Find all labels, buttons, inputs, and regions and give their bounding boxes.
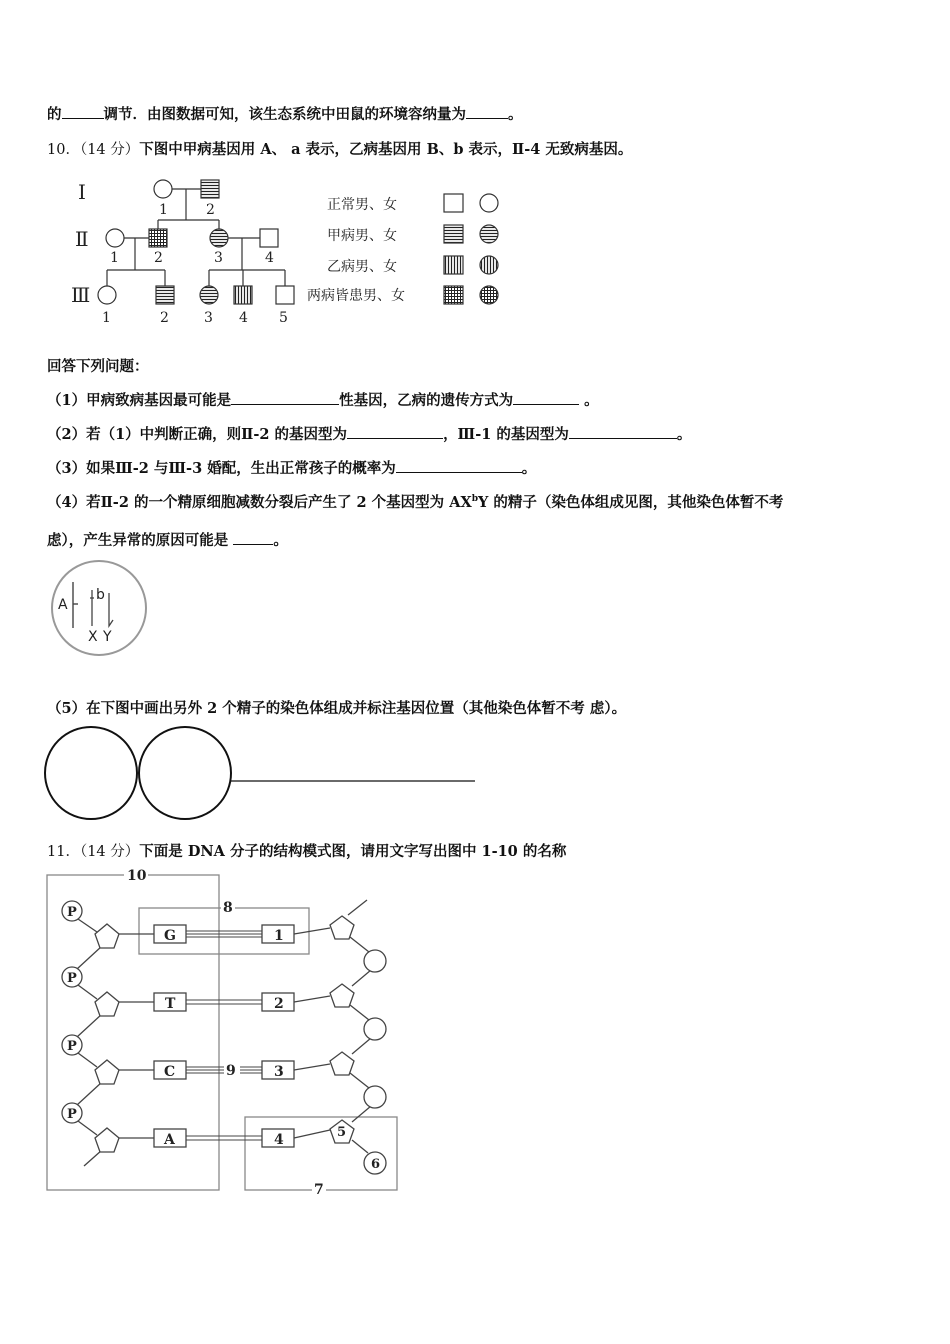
gene-b-label: b [96, 587, 105, 603]
legend-both: 两病皆患男、女 [307, 288, 405, 304]
answer-blank[interactable] [396, 458, 522, 473]
III-3-affected-A-female [200, 286, 218, 304]
question-10-header: 10．（14 分）下图中甲病基因用 A、 a 表示，乙病基因用 B、b 表示，Ⅱ-4 无致病基因。 [47, 141, 633, 158]
legend-B-female-icon [480, 256, 498, 274]
blank [62, 104, 104, 119]
phosphate-r2 [364, 1018, 386, 1040]
gene-A-label: A [58, 597, 68, 613]
deoxyribose-4 [95, 1128, 119, 1152]
III-3-label: 3 [204, 310, 213, 326]
phosphate-label-2: P [67, 971, 77, 986]
chromosome-Y-label: Y [103, 629, 112, 645]
sub-question-2: （2）若（1）中判断正确，则Ⅱ-2 的基因型为 ，Ⅲ-1 的基因型为 。 [47, 426, 692, 443]
I-2-affected-A-male [201, 180, 219, 198]
III-5-label: 5 [279, 310, 288, 326]
II-1-normal-female [106, 229, 124, 247]
blank [466, 104, 508, 119]
deoxyribose-r2 [330, 984, 354, 1007]
sub-question-4-line1: （4）若Ⅱ-2 的一个精原细胞减数分裂后产生了 2 个基因型为 $AX^bY$ 的精子（染色体组成见图，其他染色体暂不考 [47, 494, 784, 511]
label-7: 7 [314, 1182, 324, 1198]
pedigree-chart [60, 172, 520, 332]
question-11-header: 11．（14 分）下面是 DNA 分子的结构模式图，请用文字写出图中 1-10 的名称 [47, 843, 567, 860]
phosphate-label-3: P [67, 1039, 77, 1054]
gen-II-label: Ⅱ [75, 227, 89, 251]
II-3-label: 3 [214, 250, 223, 266]
label-8: 8 [223, 900, 233, 916]
III-1-label: 1 [102, 310, 111, 326]
phosphate-label-4: P [67, 1107, 77, 1122]
III-2-affected-A-male [156, 286, 174, 304]
legend-both-male-icon [444, 286, 463, 304]
deoxyribose-r1 [330, 916, 354, 939]
base-label-2: 2 [274, 996, 284, 1012]
answer-blank[interactable] [347, 424, 443, 439]
label-9: 9 [226, 1063, 236, 1079]
III-2-label: 2 [160, 310, 169, 326]
sperm-circle-2 [139, 727, 231, 819]
sub-question-4-line2: 虑），产生异常的原因可能是 。 [47, 532, 288, 549]
base-label-A: A [164, 1132, 175, 1148]
label-5: 5 [337, 1125, 347, 1140]
gen-I-label: Ⅰ [78, 180, 86, 204]
legend-disease-B: 乙病男、女 [327, 259, 397, 275]
legend-normal-female-icon [480, 194, 498, 212]
III-4-affected-B-male [234, 286, 252, 304]
base-label-C: C [164, 1064, 176, 1080]
base-label-G: G [164, 928, 176, 944]
II-4-normal-male [260, 229, 278, 247]
III-1-normal-female [98, 286, 116, 304]
legend-both-female-icon [480, 286, 498, 304]
sub-question-1: （1）甲病致病基因最可能是 性基因，乙病的遗传方式为 。 [47, 392, 599, 409]
legend-B-male-icon [444, 256, 463, 274]
III-5-normal-male [276, 286, 294, 304]
legend-disease-A: 甲病男、女 [327, 228, 397, 244]
answer-blank[interactable] [231, 390, 339, 405]
answer-blank[interactable] [513, 390, 579, 405]
answer-blank[interactable] [233, 530, 273, 545]
I-2-label: 2 [206, 202, 215, 218]
deoxyribose-2 [95, 992, 119, 1016]
II-2-both-diseases-male [149, 229, 167, 247]
dna-structure-diagram [44, 868, 404, 1198]
phosphate-label-1: P [67, 905, 77, 920]
label-6: 6 [371, 1157, 381, 1172]
answer-blank[interactable] [569, 424, 677, 439]
base-label-T: T [165, 996, 176, 1012]
base-label-1: 1 [274, 928, 284, 944]
legend-A-female-icon [480, 225, 498, 243]
sub-question-3: （3）如果Ⅲ-2 与Ⅲ-3 婚配，生出正常孩子的概率为 。 [47, 460, 537, 477]
II-3-affected-A-female [210, 229, 228, 247]
II-1-label: 1 [110, 250, 119, 266]
answer-prompt: 回答下列问题： [47, 358, 149, 375]
base-label-3: 3 [274, 1064, 284, 1080]
legend-A-male-icon [444, 225, 463, 243]
legend-normal: 正常男、女 [327, 197, 397, 213]
sub-question-5: （5）在下图中画出另外 2 个精子的染色体组成并标注基因位置（其他染色体暂不考 虑）。 [47, 700, 627, 717]
deoxyribose-3 [95, 1060, 119, 1084]
gen-III-label: Ⅲ [71, 283, 91, 307]
deoxyribose-1 [95, 924, 119, 948]
base-label-4: 4 [274, 1132, 284, 1148]
label-10: 10 [127, 868, 147, 884]
sperm-cell-figure [48, 560, 150, 660]
I-1-label: 1 [159, 202, 168, 218]
chromosome-X-label: X [88, 629, 98, 645]
sperm-circle-1 [45, 727, 137, 819]
phosphate-r3 [364, 1086, 386, 1108]
box-10-strand [47, 875, 219, 1190]
II-2-label: 2 [154, 250, 163, 266]
drawing-area[interactable] [44, 726, 484, 821]
deoxyribose-r3 [330, 1052, 354, 1075]
III-4-label: 4 [239, 310, 248, 326]
phosphate-r1 [364, 950, 386, 972]
I-1-normal-female [154, 180, 172, 198]
answer-line-prev: 的 调节．由图数据可知，该生态系统中田鼠的环境容纳量为 。 [47, 106, 523, 123]
hydrogen-bonds [186, 931, 262, 1140]
legend-normal-male-icon [444, 194, 463, 212]
II-4-label: 4 [265, 250, 274, 266]
